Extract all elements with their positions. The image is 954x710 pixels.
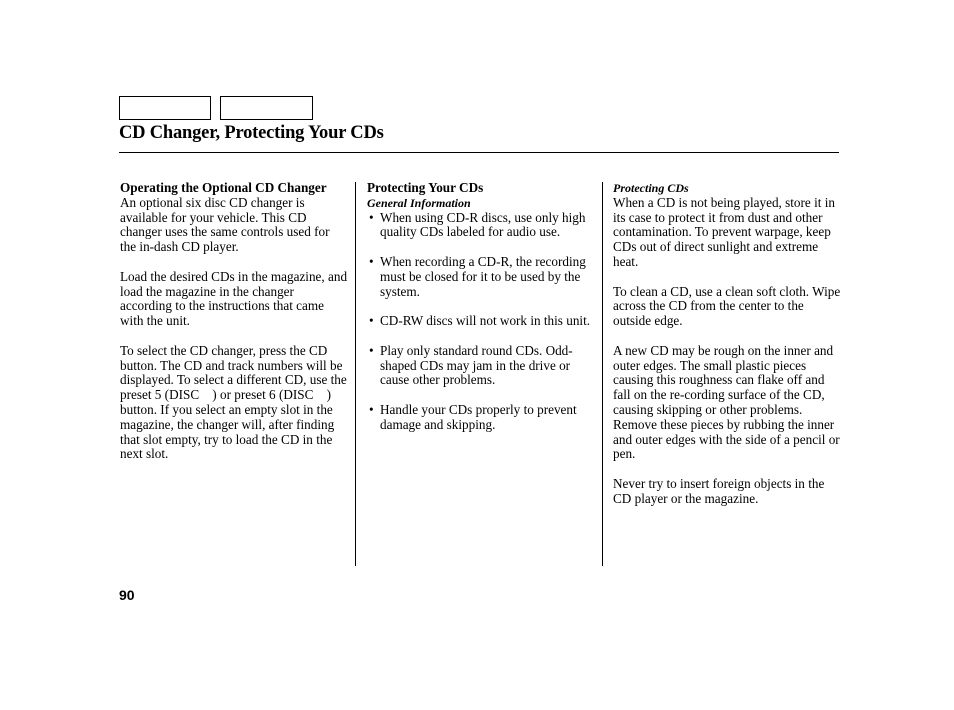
subheading-protecting-cds: Protecting CDs <box>613 181 689 195</box>
column-cd-changer <box>120 181 348 462</box>
subheading-general-information: General Information <box>367 195 471 210</box>
bullet-icon: • <box>369 342 374 358</box>
column-protecting-cds <box>367 181 595 433</box>
paragraph: Load the desired CDs in the magazine, and load the magazine in the changer according to the instructions that came with the unit. <box>120 268 348 329</box>
bullet-icon: • <box>369 313 374 329</box>
section-heading-protecting-cds: Protecting Your CDs <box>367 180 484 195</box>
list-item <box>367 255 595 299</box>
list-item-text: Play only standard round CDs. Odd-shaped CDs may jam in the drive or cause other problems. <box>380 342 573 388</box>
nav-tab-box-2[interactable] <box>220 96 313 120</box>
nav-tab-box-1[interactable] <box>119 96 211 120</box>
list-item-text: Handle your CDs properly to prevent damage and skipping. <box>380 401 577 432</box>
paragraph: To select the CD changer, press the CD button. The CD and track numbers will be displayed. To select a different CD, use the preset 5 (DISC ) or preset 6 (DISC ) button. If you select an empty slot in the magazine, the changer will, after finding that slot empty, try to load the CD in the next slot. <box>120 342 347 462</box>
title-rule <box>119 152 839 153</box>
paragraph: To clean a CD, use a clean soft cloth. Wipe across the CD from the center to the outside edge. <box>613 283 841 329</box>
list-item <box>367 211 595 241</box>
list-item <box>367 344 595 388</box>
column-divider-2 <box>602 182 603 566</box>
bullet-icon: • <box>369 209 374 225</box>
column-divider-1 <box>355 182 356 566</box>
paragraph: An optional six disc CD changer is available for your vehicle. This CD changer uses the same controls used for the in-dash CD player. <box>120 194 330 255</box>
page-number: 90 <box>119 587 135 603</box>
list-item-text: When recording a CD-R, the recording must be closed for it to be used by the system. <box>380 253 586 299</box>
paragraph: When a CD is not being played, store it in its case to protect it from dust and other contamination. To prevent warpage, keep CDs out of direct sunlight and extreme heat. <box>613 194 835 269</box>
list-item <box>367 314 595 329</box>
bullet-icon: • <box>369 401 374 417</box>
column-cd-care <box>613 181 841 507</box>
bullet-icon: • <box>369 253 374 269</box>
list-item-text: When using CD-R discs, use only high quality CDs labeled for audio use. <box>380 209 586 240</box>
bullet-list <box>367 211 595 433</box>
paragraph: A new CD may be rough on the inner and outer edges. The small plastic pieces causing this roughness can flake off and fall on the re-cording surface of the CD, causing skipping or other problems. Remove these pieces by rubbing the inner and outer edges with the side of a pencil or pen. <box>613 342 840 462</box>
list-item-text: CD-RW discs will not work in this unit. <box>380 313 591 329</box>
page-title: CD Changer, Protecting Your CDs <box>119 123 384 143</box>
section-heading-cd-changer: Operating the Optional CD Changer <box>120 180 327 195</box>
paragraph: Never try to insert foreign objects in the CD player or the magazine. <box>613 475 825 506</box>
list-item <box>367 403 595 433</box>
